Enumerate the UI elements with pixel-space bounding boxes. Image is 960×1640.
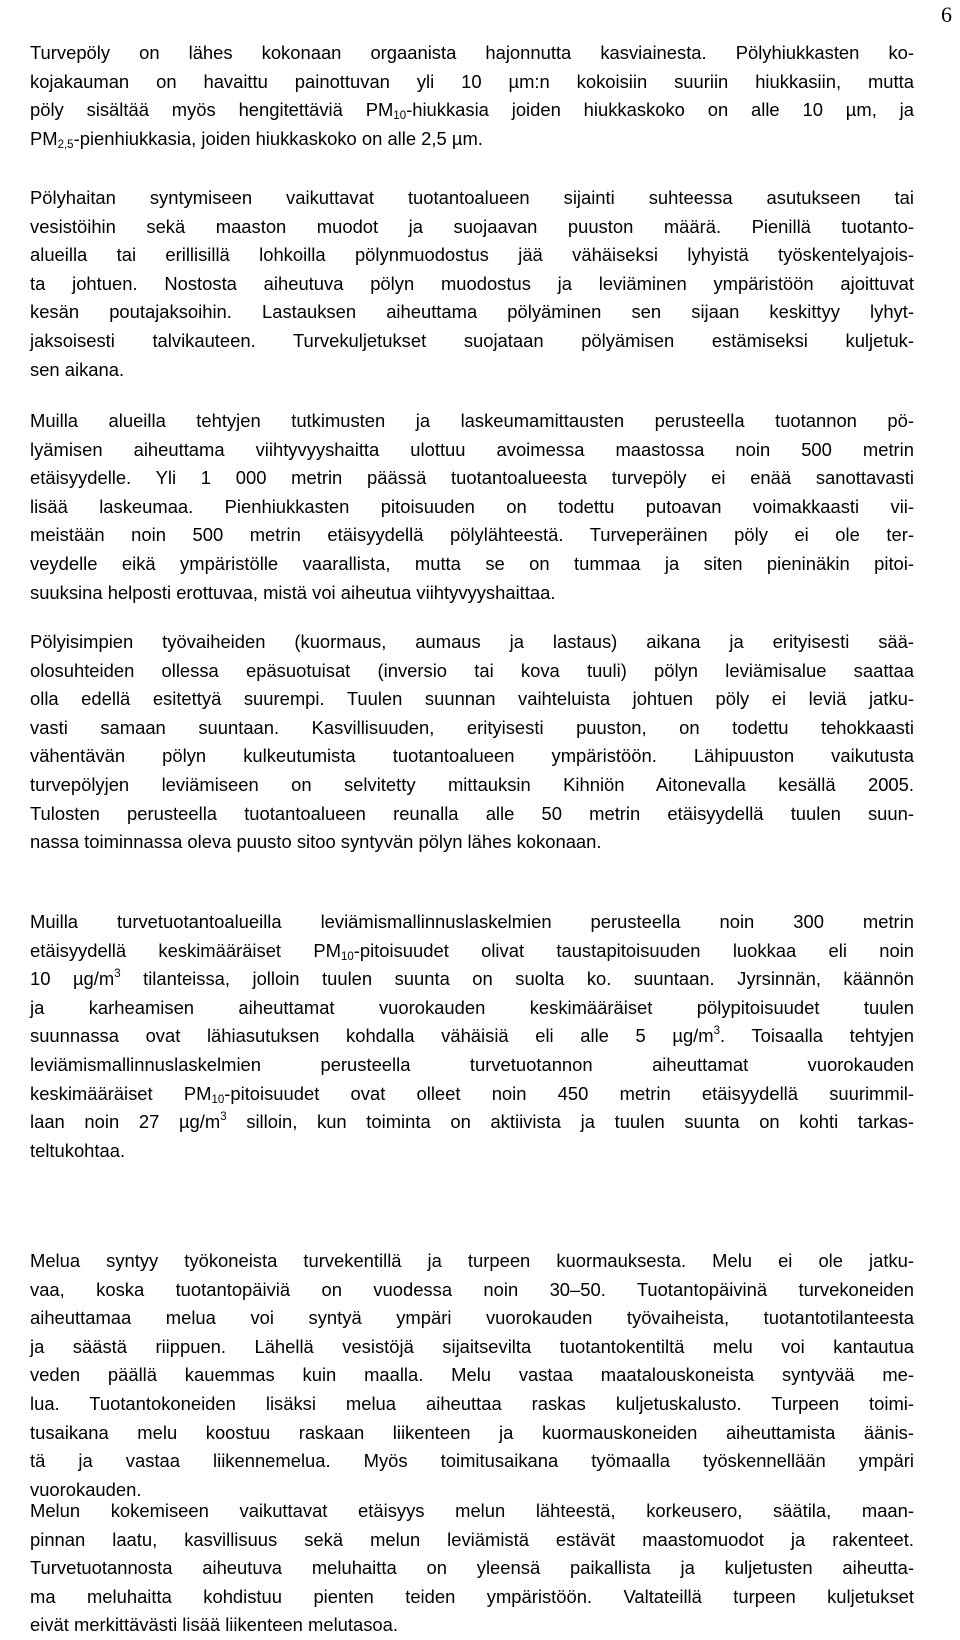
text-line xyxy=(30,1611,914,1640)
text-line xyxy=(30,1361,914,1390)
text-run: -pitoisuudet olivat taustapitoisuuden luokkaa eli noin xyxy=(353,939,914,961)
text-line xyxy=(30,742,914,771)
text-line xyxy=(30,1080,914,1109)
text-run: Turvetuotannosta aiheutuva meluhaitta on yleensä paikallista ja kuljetusten aiheutta- xyxy=(30,1557,914,1579)
text-line xyxy=(30,1419,914,1448)
text-run: jaksoisesti talvikauteen. Turvekuljetukset suojataan pölyämisen estämiseksi kuljetuk- xyxy=(30,329,914,351)
text-line xyxy=(30,800,914,829)
text-run: tä ja vastaa liikennemelua. Myös toimitusaikana työmaalla työskennellään ympäri xyxy=(30,1450,914,1472)
text-line xyxy=(30,521,914,550)
text-line xyxy=(30,937,914,966)
subscript: 10 xyxy=(340,950,354,963)
text-line xyxy=(30,771,914,800)
text-line xyxy=(30,184,914,213)
text-line xyxy=(30,1108,914,1137)
text-line xyxy=(30,828,914,857)
text-run: olla edellä esitettyä suurempi. Tuulen suunnan vaihteluista johtuen pöly ei leviä jatku- xyxy=(30,688,914,710)
text-line xyxy=(30,714,914,743)
superscript: 3 xyxy=(220,1111,227,1124)
text-run: lua. Tuotantokoneiden lisäksi melua aiheuttaa raskas kuljetuskalusto. Turpeen toimi- xyxy=(30,1392,914,1414)
paragraph-dust-nuisance-distance xyxy=(30,407,914,607)
text-run: kesän poutajaksoihin. Lastauksen aiheuttama pölyäminen sen sijaan keskittyy lyhyt- xyxy=(30,301,914,323)
text-run: Pölyisimpien työvaiheiden (kuormaus, aumaus ja lastaus) aikana ja erityisesti sää- xyxy=(30,631,914,652)
text-line xyxy=(30,213,914,242)
text-run: Muilla turvetuotantoalueilla leviämismallinnuslaskelmien perusteella noin 300 metrin xyxy=(30,911,914,932)
text-line xyxy=(30,965,914,994)
text-run: pöly sisältää myös hengitettäviä PM xyxy=(30,99,394,121)
text-run: ja karheamisen aiheuttamat vuorokauden keskimääräiset pölypitoisuudet tuulen xyxy=(30,996,914,1018)
text-run: veydelle eikä ympäristölle vaarallista, mutta se on tummaa ja siten pieninäkin pitoi- xyxy=(30,552,914,574)
text-run: olosuhteiden ollessa epäsuotuisat (inversio tai kova tuuli) pölyn leviämisalue saattaa xyxy=(30,659,914,681)
text-run: suunnassa ovat lähiasutuksen kohdalla vähäisiä eli alle 5 µg/m xyxy=(30,1025,714,1047)
text-run: etäisyydelle. Yli 1 000 metrin päässä tuotantoalueesta turvepöly ei enää sanottavasti xyxy=(30,467,914,489)
text-line xyxy=(30,356,914,385)
text-run: lyämisen aiheuttama viihtyvyyshaitta ulottuu avoimessa maastossa noin 500 metrin xyxy=(30,438,914,460)
superscript: 3 xyxy=(114,968,121,981)
text-line xyxy=(30,1583,914,1612)
text-line xyxy=(30,270,914,299)
text-run: 10 µg/m xyxy=(30,968,115,990)
text-run: vaa, koska tuotantopäiviä on vuodessa noin 30–50. Tuotantopäivinä turvekoneiden xyxy=(30,1278,914,1300)
text-run: leviämismallinnuslaskelmien perusteella turvetuotannon aiheuttamat vuorokauden xyxy=(30,1053,914,1075)
text-line xyxy=(30,298,914,327)
text-run: keskimääräiset PM xyxy=(30,1082,212,1104)
text-line xyxy=(30,1137,914,1166)
text-run: Melua syntyy työkoneista turvekentillä ja turpeen kuormauksesta. Melu ei ole jatku- xyxy=(30,1250,914,1271)
text-line xyxy=(30,464,914,493)
text-run: turvepölyjen leviämiseen on selvitetty mittauksin Kihniön Aitonevalla kesällä 2005. xyxy=(30,773,914,795)
paragraph-dispersion-modelling xyxy=(30,908,914,1165)
text-line xyxy=(30,628,914,657)
text-run: ta johtuen. Nostosta aiheutuva pölyn muodostus ja leviäminen ympäristöön ajoittuvat xyxy=(30,272,914,294)
superscript: 3 xyxy=(713,1025,721,1038)
text-run: Muilla alueilla tehtyjen tutkimusten ja laskeumamittausten perusteella tuotannon pö- xyxy=(30,410,914,431)
text-line xyxy=(30,68,914,97)
paragraph-dusty-work-phases xyxy=(30,628,914,857)
text-run: Pölyhaitan syntymiseen vaikuttavat tuotantoalueen sijainti suhteessa asutukseen tai xyxy=(30,187,914,208)
text-line xyxy=(30,550,914,579)
text-run: kojakauman on havaittu painottuvan yli 10 µm:n kokoisiin suuriin hiukkasiin, mutta xyxy=(30,70,914,92)
text-line xyxy=(30,1247,914,1276)
text-run: Melun kokemiseen vaikuttavat etäisyys melun lähteestä, korkeusero, säätila, maan- xyxy=(30,1500,914,1521)
paragraph-peat-dust-composition xyxy=(30,39,914,153)
text-run: lisää laskeumaa. Pienhiukkasten pitoisuuden on todettu putoavan voimakkaasti vii- xyxy=(30,495,914,517)
text-line xyxy=(30,39,914,68)
text-run: -pitoisuudet ovat olleet noin 450 metrin etäisyydellä suurimmil- xyxy=(224,1082,914,1104)
text-line xyxy=(30,436,914,465)
text-line xyxy=(30,1051,914,1080)
text-run: veden päällä kauemmas kuin maalla. Melu vastaa maatalouskoneista syntyvää me- xyxy=(30,1364,914,1386)
text-run: Tulosten perusteella tuotantoalueen reunalla alle 50 metrin etäisyydellä tuulen suun- xyxy=(30,802,914,824)
text-line xyxy=(30,125,914,154)
subscript: 10 xyxy=(211,1093,225,1106)
text-run: vesistöihin sekä maaston muodot ja suojaavan puuston määrä. Pienillä tuotanto- xyxy=(30,215,914,237)
text-run: alueilla tai erillisillä lohkoilla pölynmuodostus jää vähäiseksi lyhyistä työskentelyajois- xyxy=(30,244,914,266)
text-line xyxy=(30,1276,914,1305)
text-run: etäisyydellä keskimääräiset PM xyxy=(30,939,341,961)
text-run: tusaikana melu koostuu raskaan liikenteen ja kuormauskoneiden aiheuttamista äänis- xyxy=(30,1421,914,1443)
paragraph-noise-sources xyxy=(30,1247,914,1504)
text-run: tilanteissa, jolloin tuulen suunta on suolta ko. suuntaan. Jyrsinnän, käännön xyxy=(120,968,914,990)
text-run: ma meluhaitta kohdistuu pienten teiden ympäristöön. Valtateillä turpeen kuljetukset xyxy=(30,1585,914,1607)
text-line xyxy=(30,685,914,714)
text-run: . Toisaalla tehtyjen xyxy=(720,1025,914,1047)
text-line xyxy=(30,1022,914,1051)
text-run: suuksina helposti erottuvaa, mistä voi aiheutua viihtyvyyshaittaa. xyxy=(30,581,556,603)
text-run: -pienhiukkasia, joiden hiukkaskoko on alle 2,5 µm. xyxy=(73,127,483,149)
text-line xyxy=(30,1333,914,1362)
text-line xyxy=(30,1497,914,1526)
paragraph-dust-formation-factors xyxy=(30,184,914,384)
text-run: laan noin 27 µg/m xyxy=(30,1111,221,1133)
subscript: 2,5 xyxy=(57,138,74,151)
text-line xyxy=(30,1304,914,1333)
text-line xyxy=(30,994,914,1023)
text-run: aiheuttamaa melua voi syntyä ympäri vuorokauden työvaiheista, tuotantotilanteesta xyxy=(30,1307,914,1329)
page-number: 6 xyxy=(941,2,952,27)
text-line xyxy=(30,407,914,436)
text-run: PM xyxy=(30,127,58,149)
text-line xyxy=(30,1526,914,1555)
subscript: 10 xyxy=(393,110,407,123)
text-run: Turvepöly on lähes kokonaan orgaanista hajonnutta kasviainesta. Pölyhiukkasten ko- xyxy=(30,42,914,63)
text-run: eivät merkittävästi lisää liikenteen melutasoa. xyxy=(30,1614,398,1636)
text-line xyxy=(30,327,914,356)
text-run: pinnan laatu, kasvillisuus sekä melun leviämistä estävät maastomuodot ja rakenteet. xyxy=(30,1528,914,1550)
text-line xyxy=(30,96,914,125)
text-run: vuorokauden. xyxy=(30,1478,142,1500)
text-line xyxy=(30,493,914,522)
paragraph-noise-perception xyxy=(30,1497,914,1640)
text-run: nassa toiminnassa oleva puusto sitoo syntyvän pölyn lähes kokonaan. xyxy=(30,831,602,853)
text-run: -hiukkasia joiden hiukkaskoko on alle 10 µm, ja xyxy=(406,99,914,121)
text-line xyxy=(30,1390,914,1419)
text-line xyxy=(30,908,914,937)
text-run: teltukohtaa. xyxy=(30,1139,126,1161)
text-run: silloin, kun toiminta on aktiivista ja tuulen suunta on kohti tarkas- xyxy=(226,1111,915,1133)
text-run: ja säästä riippuen. Lähellä vesistöjä sijaitsevilta tuotantokentiltä melu voi kantautua xyxy=(30,1335,914,1357)
text-line xyxy=(30,1447,914,1476)
text-run: vähentävän pölyn kulkeutumista tuotantoalueen ympäristöön. Lähipuuston vaikutusta xyxy=(30,745,914,767)
text-line xyxy=(30,1554,914,1583)
text-line xyxy=(30,657,914,686)
text-run: meistään noin 500 metrin etäisyydellä pölylähteestä. Turveperäinen pöly ei ole ter- xyxy=(30,524,914,546)
text-line xyxy=(30,241,914,270)
text-run: sen aikana. xyxy=(30,358,125,380)
text-line xyxy=(30,579,914,608)
text-run: vasti samaan suuntaan. Kasvillisuuden, erityisesti puuston, on todettu tehokkaasti xyxy=(30,716,914,738)
